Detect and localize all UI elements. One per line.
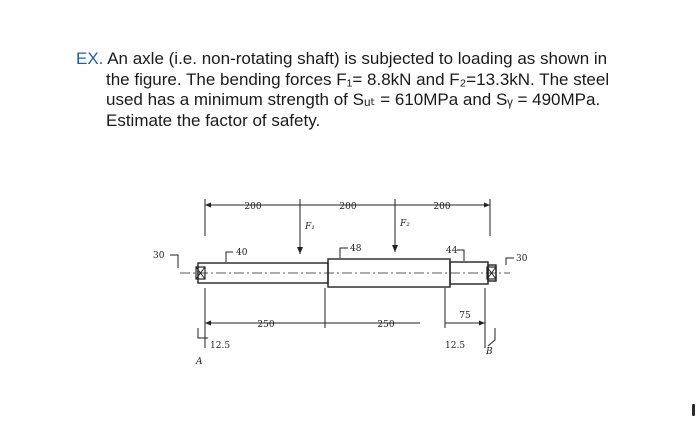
dim-top-2: 200 — [339, 202, 357, 212]
diam-right: 44 — [446, 246, 458, 256]
dim-bottom-3: 75 — [459, 311, 471, 321]
axle-drawing — [150, 188, 526, 374]
example-tag: EX. — [76, 49, 104, 68]
dim-bottom-2: 250 — [377, 320, 395, 330]
force-label-f1: F₁ — [305, 222, 315, 232]
problem-text-1: An axle (i.e. non-rotating shaft) is subjected to loading as shown in — [107, 49, 608, 68]
problem-line-1 — [76, 49, 676, 70]
dim-bottom-1: 250 — [257, 320, 275, 330]
diam-right-end: 30 — [516, 254, 528, 264]
bearing-right-width: 12.5 — [445, 341, 466, 351]
force-label-f2: F₂ — [400, 219, 410, 229]
problem-statement — [76, 49, 676, 131]
axle-figure — [150, 188, 526, 374]
dim-top-3: 200 — [433, 202, 451, 212]
diam-left-end: 30 — [153, 251, 165, 261]
problem-line-4: Estimate the factor of safety. — [106, 110, 321, 130]
dim-top-1: 200 — [244, 202, 262, 212]
support-a-label: A — [196, 357, 203, 367]
diam-left: 40 — [236, 248, 248, 258]
problem-line-3: used has a minimum strength of Sᵤₜ = 610MPa and Sᵧ = 490MPa. — [106, 90, 601, 109]
scroll-indicator[interactable] — [692, 404, 695, 416]
support-b-label: B — [486, 347, 493, 357]
problem-line-2: the figure. The bending forces F₁= 8.8kN and F₂=13.3kN. The steel — [106, 69, 610, 89]
bearing-left-width: 12.5 — [210, 341, 231, 351]
diam-mid: 48 — [350, 244, 362, 254]
